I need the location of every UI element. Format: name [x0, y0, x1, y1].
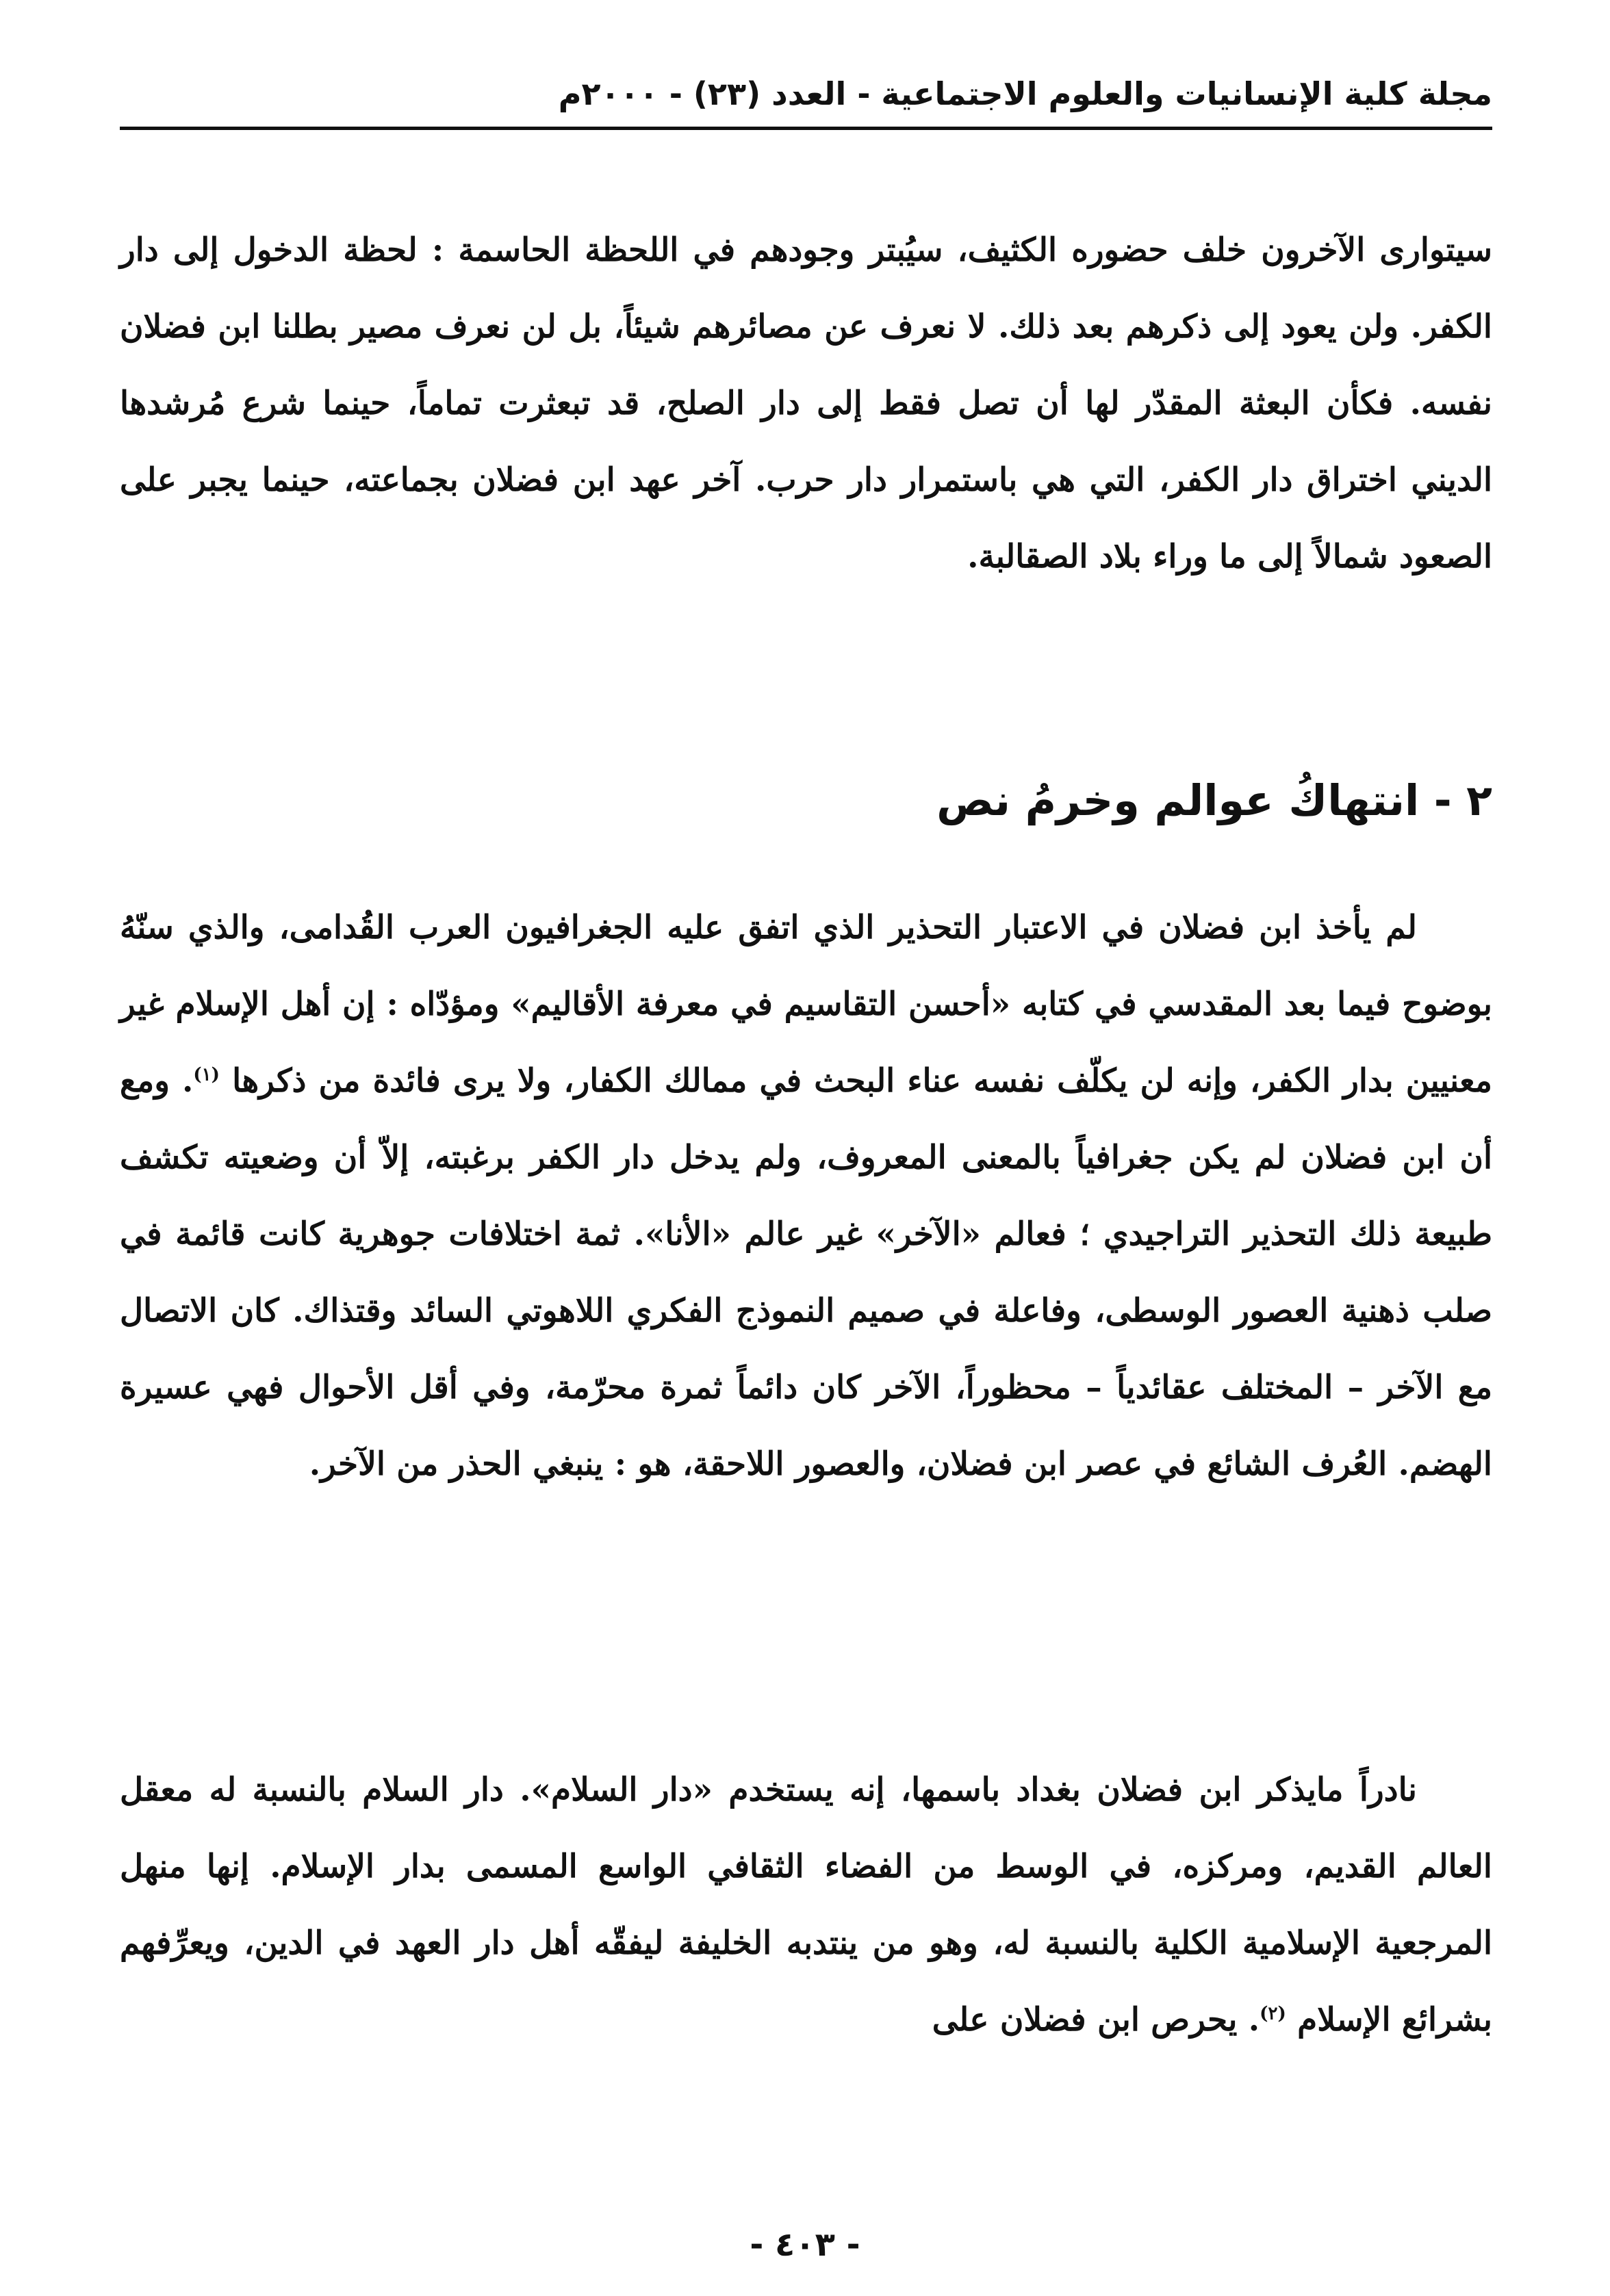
paragraph-3 [120, 1752, 1492, 2059]
paragraph-2 [120, 890, 1492, 1503]
paragraph-3-text-a: نادراً مايذكر ابن فضلان بغداد باسمها، إنه يستخدم «دار السلام». دار السلام بالنسبة له معقل العالم القديم، ومركزه، في الوسط من الفضاء الثقافي الواسع المسمى بدار الإسلام. إنها منهل المرجعية الإسلامية الكلية بالنسبة له، وهو من ينتدبه الخليفة ليفقّه أهل دار العهد في الدين، ويعرِّفهم بشرائع الإسلام [120, 1771, 1492, 2039]
paragraph-3-text-b: . يحرص ابن فضلان على [932, 2001, 1260, 2039]
paragraph-2-text-b: . ومع أن ابن فضلان لم يكن جغرافياً بالمعنى المعروف، ولم يدخل دار الكفر برغبته، إلاّ أن وضعيته تكشف طبيعة ذلك التحذير التراجيدي ؛ فعالم «الآخر» غير عالم «الأنا». ثمة اختلافات جوهرية كانت قائمة في صلب ذهنية العصور الوسطى، وفاعلة في صميم النموذج الفكري اللاهوتي السائد وقتذاك. كان الاتصال مع الآخر – المختلف عقائدياً – محظوراً، الآخر كان دائماً ثمرة محرّمة، وفي أقل الأحوال فهي عسيرة الهضم. العُرف الشائع في عصر ابن فضلان، والعصور اللاحقة، هو : ينبغي الحذر من الآخر. [120, 1062, 1493, 1483]
page-number: - ٤٠٣ - [750, 2226, 860, 2264]
paragraph-1: سيتوارى الآخرون خلف حضوره الكثيف، سيُبتر وجودهم في اللحظة الحاسمة : لحظة الدخول إلى دار الكفر. ولن يعود إلى ذكرهم بعد ذلك. لا نعرف عن مصائرهم شيئاً، بل لن نعرف مصير بطلنا ابن فضلان نفسه. فكأن البعثة المقدّر لها أن تصل فقط إلى دار الصلح، قد تبعثرت تماماً، حينما شرع مُرشدها الديني اختراق دار الكفر، التي هي باستمرار دار حرب. آخر عهد ابن فضلان بجماعته، حينما يجبر على الصعود شمالاً إلى ما وراء بلاد الصقالبة. [120, 231, 1492, 576]
paragraph-2-text-a: لم يأخذ ابن فضلان في الاعتبار التحذير الذي اتفق عليه الجغرافيون العرب القُدامى، والذي سنّهُ بوضوح فيما بعد المقدسي في كتابه «أحسن التقاسيم في معرفة الأقاليم» ومؤدّاه : إن أهل الإسلام غير معنيين بدار الكفر، وإنه لن يكلّف نفسه عناء البحث في ممالك الكفار، ولا يرى فائدة من ذكرها [120, 909, 1492, 1100]
section-heading: ٢ - انتهاكُ عوالم وخرمُ نص [936, 775, 1492, 825]
header-divider [120, 127, 1492, 130]
running-header: مجلة كلية الإنسانيات والعلوم الاجتماعية - العدد (٢٣) - ٢٠٠٠م [558, 75, 1492, 112]
footnote-marker-2: (٢) [1260, 2003, 1286, 2024]
footnote-marker-1: (١) [193, 1064, 220, 1085]
